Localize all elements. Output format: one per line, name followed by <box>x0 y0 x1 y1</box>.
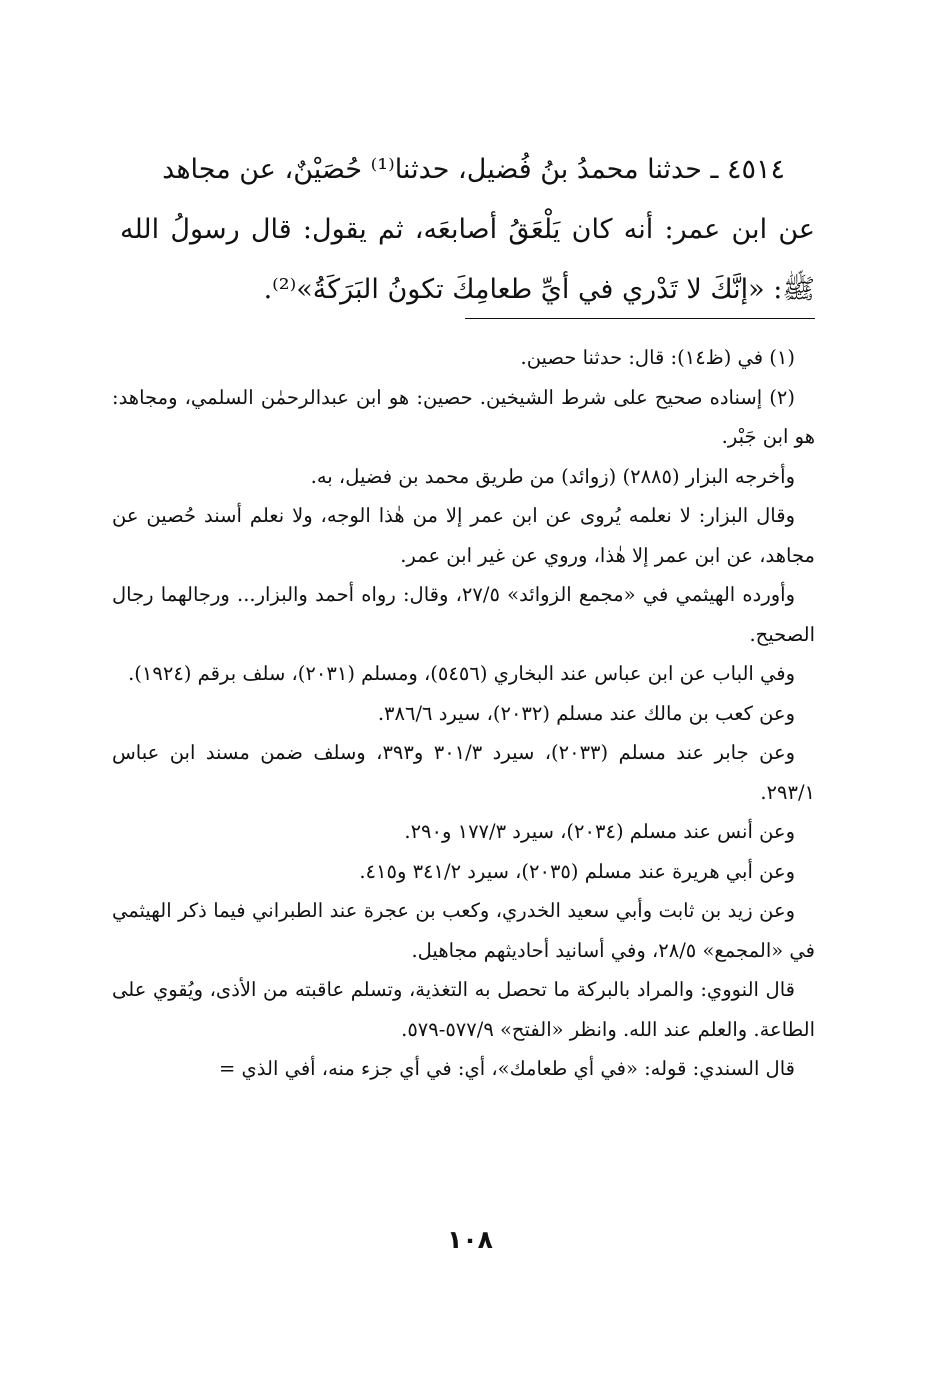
hadith-first-line: ٤٥١٤ ـ حدثنا محمدُ بنُ فُضيل، حدثنا⁽¹⁾ حُصَيْنٌ، عن مجاهد <box>162 154 785 185</box>
footnote-paragraph: قال السندي: قوله: «في أي طعامك»، أي: في أي جزء منه، أفي الذي = <box>219 1057 795 1080</box>
page-number: ١٠٨ <box>447 1225 493 1254</box>
footnote-paragraph: وعن كعب بن مالك عند مسلم (٢٠٣٢)، سيرد ٣٨٦/٦. <box>377 701 795 725</box>
footnote: (٢) إسناده صحيح على شرط الشيخين. حصين: هو ابن عبدالرحمٰن السلمي، ومجاهد: هو ابن جَبْر. <box>112 385 815 448</box>
footnote: (١) في (ظ١٤): قال: حدثنا حصين. <box>520 346 795 369</box>
footnote-paragraph: وعن زيد بن ثابت وأبي سعيد الخدري، وكعب بن عجرة عند الطبراني فيما ذكر الهيثمي في «المجمع» ٢٨/٥، وفي أسانيد أحاديثهم مجاهيل. <box>112 899 815 962</box>
footnote-paragraph: وأورده الهيثمي في «مجمع الزوائد» ٢٧/٥، وقال: رواه أحمد والبزار... ورجالهما رجال الصحيح. <box>112 583 815 646</box>
footnote-paragraph: قال النووي: والمراد بالبركة ما تحصل به التغذية، وتسلم عاقبته من الأذى، ويُقوي على الطاعة. والعلم عند الله. وانظر «الفتح» ٥٧٧/٩-٥٧٩. <box>112 978 815 1041</box>
hadith-text <box>120 140 815 320</box>
footnote-paragraph: وفي الباب عن ابن عباس عند البخاري (٥٤٥٦)، ومسلم (٢٠٣١)، سلف برقم (١٩٢٤). <box>128 662 795 685</box>
footnote-paragraph: وعن أبي هريرة عند مسلم (٢٠٣٥)، سيرد ٣٤١/٢ و٤١٥. <box>359 859 795 883</box>
footnotes <box>112 338 815 1089</box>
footnote-separator <box>465 318 815 319</box>
footnote-paragraph: وعن جابر عند مسلم (٢٠٣٣)، سيرد ٣٠١/٣ و٣٩٣، وسلف ضمن مسند ابن عباس ٢٩٣/١. <box>112 741 815 804</box>
footnote-paragraph: وأخرجه البزار (٢٨٨٥) (زوائد) من طريق محمد بن فضيل، به. <box>310 464 795 488</box>
hadith-body: عن ابن عمر: أنه كان يَلْعَقُ أصابعَه، ثم يقول: قال رسولُ الله ﷺ: «إنَّكَ لا تَدْري في أيِّ طعامِكَ تكونُ البَرَكَةُ»⁽²⁾. <box>120 214 815 305</box>
footnote-paragraph: وعن أنس عند مسلم (٢٠٣٤)، سيرد ١٧٧/٣ و٢٩٠. <box>404 820 795 843</box>
footnote-paragraph: وقال البزار: لا نعلمه يُروى عن ابن عمر إلا من هٰذا الوجه، ولا نعلم أسند حُصين عن مجاهد، عن ابن عمر إلا هٰذا، وروي عن غير ابن عمر. <box>112 504 815 567</box>
